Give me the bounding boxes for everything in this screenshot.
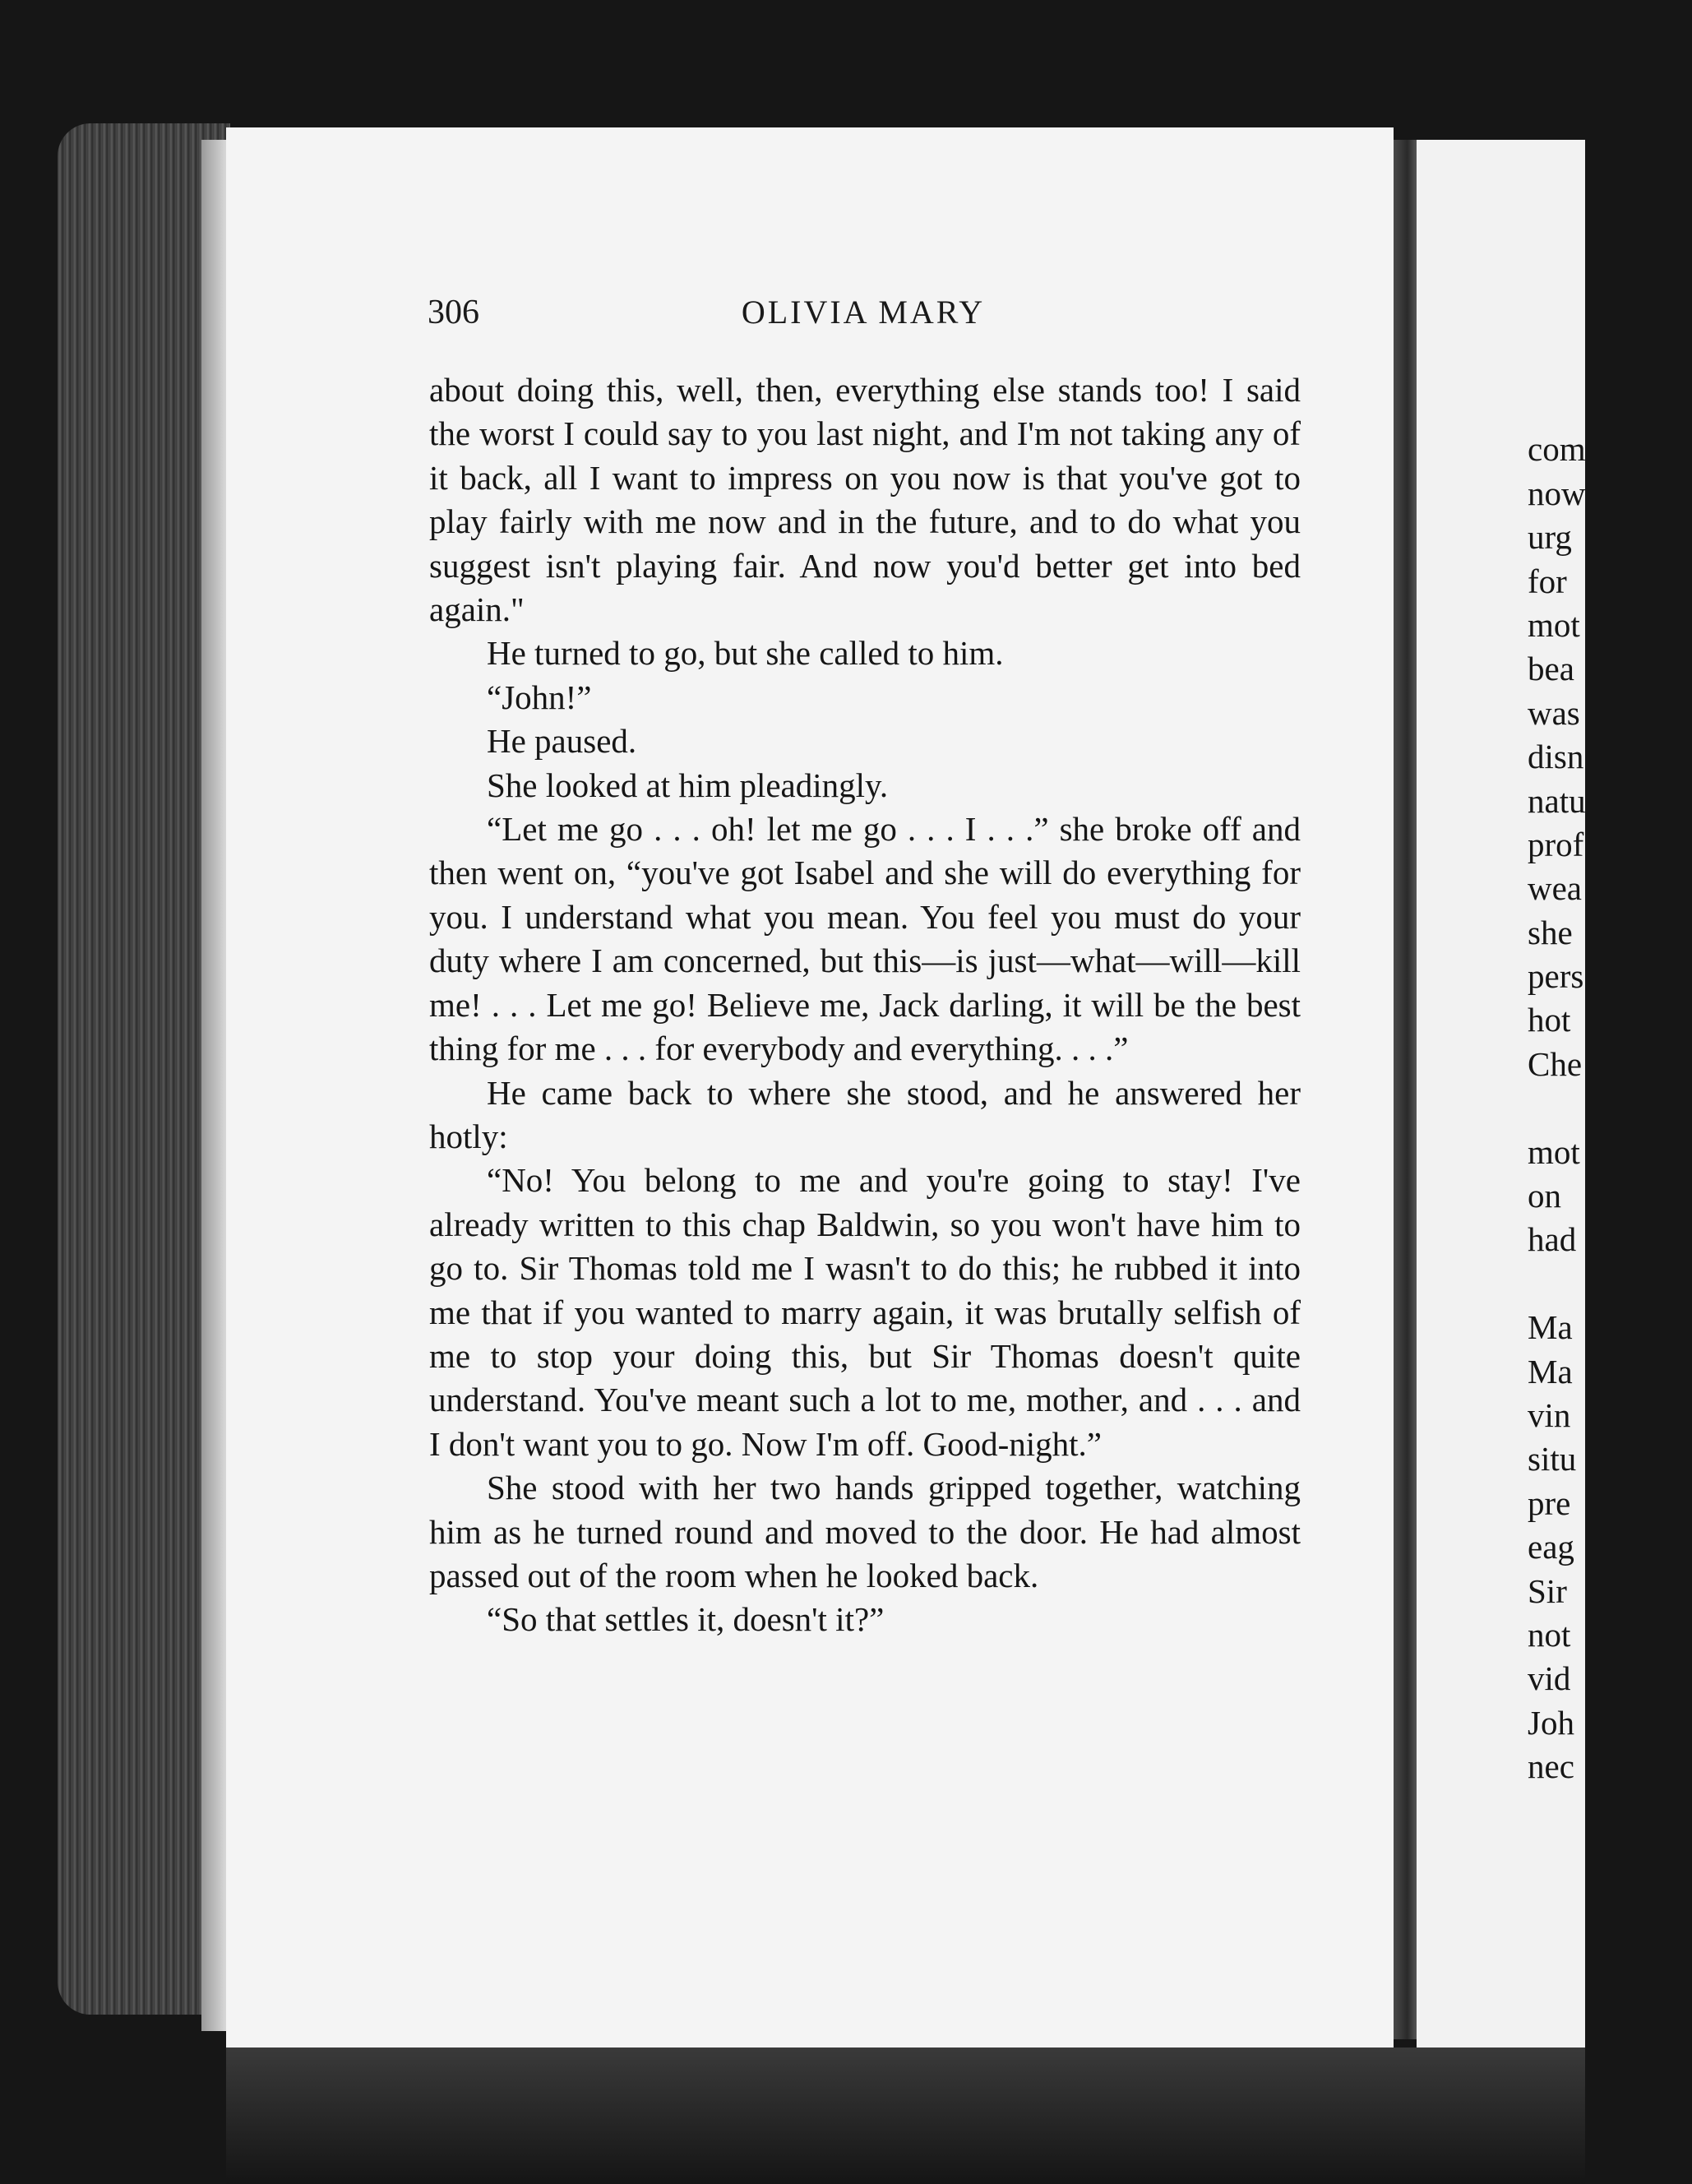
paragraph: “John!” (487, 678, 592, 716)
paragraph: She looked at him pleadingly. (487, 766, 889, 804)
paragraph: “No! You belong to me and you're going to stay! I've already written to this chap Baldwin, so you won't have him to go to. Sir Thomas told me I wasn't to do this; he rubbed it into me that if you wanted to marry again, it was brutally selfish of me to stop your doing this, but Sir Thomas doesn't quite understand. You've meant such a lot to me, mother, and . . . and I don't want you to go. Now I'm off. Good-night.” (429, 1161, 1301, 1463)
right-page-line: wea (1528, 869, 1583, 908)
paragraph: She stood with her two hands gripped together, watching him as he turned round and moved to the door. He had almost passed out of the room when he looked back. (429, 1469, 1301, 1594)
right-page-line: situ (1528, 1440, 1577, 1478)
paragraph: “So that settles it, doesn't it?” (487, 1600, 885, 1639)
paragraph: “Let me go . . . oh! let me go . . . I . . .” she broke off and then went on, “you've got Isabel and she will do everything for you. I understand what you mean. You feel you must do your duty where I am concerned, but this—is just—what—will—kill me! . . . Let me go! Believe me, Jack darling, it will be the best thing for me . . . for everybody and everything. . . .” (429, 810, 1301, 1068)
book-title: OLIVIA MARY (741, 294, 986, 331)
right-page-line: now (1528, 474, 1586, 512)
paragraph: He paused. (487, 722, 637, 761)
right-page-line: mot (1528, 605, 1580, 644)
right-page-line: bea (1528, 650, 1574, 688)
right-page-fragment: I (1585, 386, 1597, 424)
left-page-text (429, 368, 1301, 1642)
right-page-line: vin (1528, 1395, 1571, 1434)
right-page-line: Ma (1528, 1352, 1573, 1390)
right-page-line: disn (1528, 738, 1584, 776)
right-page-line: Ma (1528, 1308, 1573, 1347)
right-page-line: urg (1528, 518, 1572, 557)
scan-shadow (226, 2048, 1585, 2184)
right-page-line: natu (1528, 781, 1586, 820)
right-page-line: eag (1528, 1528, 1574, 1566)
right-page-line: not (1528, 1615, 1571, 1654)
running-head (428, 293, 1299, 342)
right-page-line: was (1528, 693, 1580, 732)
paragraph: He turned to go, but she called to him. (487, 634, 1004, 673)
paragraph: He came back to where she stood, and he answered her hotly: (429, 1073, 1301, 1155)
right-page-line: had (1528, 1220, 1577, 1259)
right-page-line: prof (1528, 825, 1584, 863)
right-page-line: hot (1528, 1001, 1571, 1039)
right-page-line: for (1528, 562, 1567, 600)
right-page-line: Joh (1528, 1703, 1574, 1742)
right-page-line: com (1528, 430, 1586, 469)
right-page-line: Sir (1528, 1571, 1567, 1610)
right-page-line: on (1528, 1177, 1561, 1215)
right-page-line: nec (1528, 1747, 1574, 1786)
right-page-line: Che (1528, 1044, 1583, 1083)
right-page-line: she (1528, 913, 1573, 951)
paragraph: about doing this, well, then, everything else stands too! I said the worst I could say to you last night, and I'm not taking any of it back, all I want to impress on you now is that you've got to play fairly with me now and in the future, and to do what you suggest isn't playing fair. And now you'd better get into bed again." (429, 371, 1301, 629)
right-page-line: pers (1528, 957, 1584, 996)
right-page-text (1528, 386, 1692, 1789)
book-gutter (1394, 140, 1417, 2039)
right-page-line: pre (1528, 1483, 1571, 1522)
right-page-line: vid (1528, 1659, 1571, 1698)
right-page-line: mot (1528, 1132, 1580, 1171)
page-number: 306 (428, 294, 479, 331)
page-edge (201, 140, 226, 2031)
